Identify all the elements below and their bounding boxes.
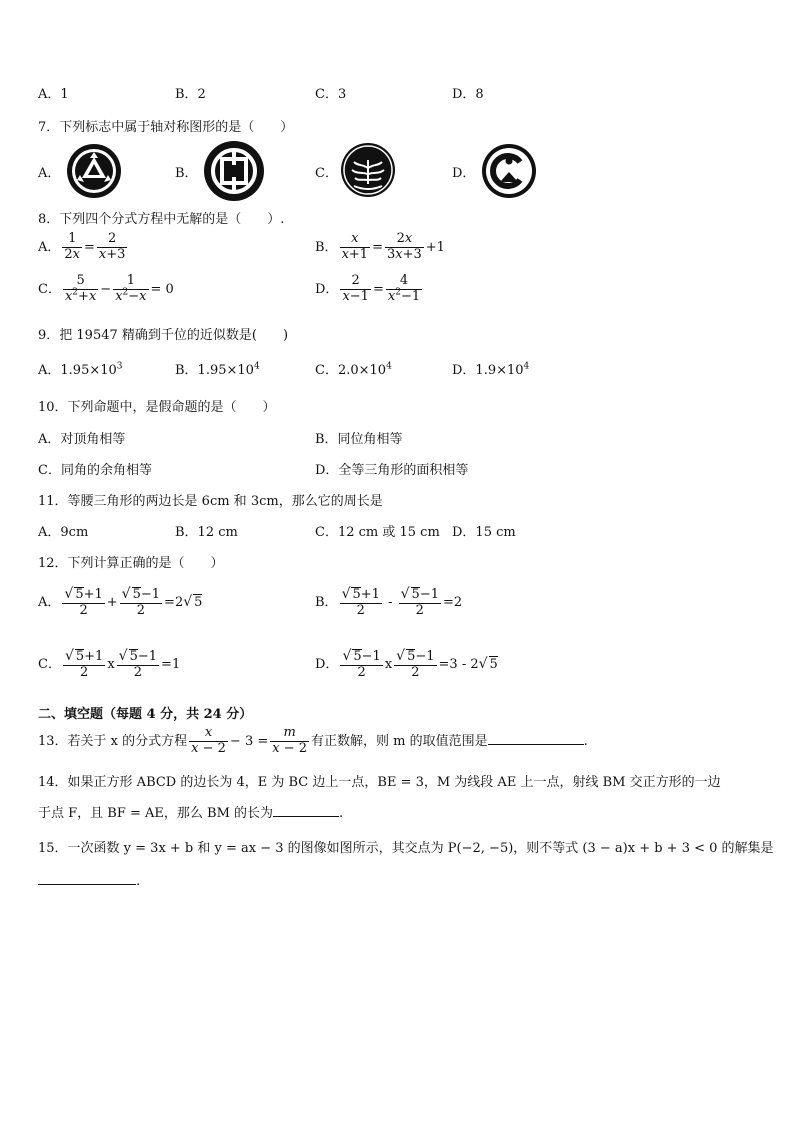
q13: 13．若关于 x 的分式方程 $\frac{x}{x - 2}$ − 3 = $\frac{m}{x - 2}$ 有正数解，则 m 的取值范围是 .: [38, 725, 588, 756]
q9-option-c: [315, 359, 392, 378]
q9-d-text: D．1.9×10: [452, 363, 524, 378]
q9-c-text: C．2.0×10: [315, 363, 387, 378]
recycle-logo-icon: [65, 142, 123, 200]
q10-stem: 10．下列命题中，是假命题的是（ ）: [38, 400, 276, 415]
q6-option-d: D．8: [452, 87, 484, 102]
q14-line2: 于点 F，且 BF = AE，那么 BM 的长为 .: [38, 806, 344, 821]
q12-option-c: C． $\frac{√ 5+1}{2}$ x $\frac{√ 5-1}{2}$ =1: [38, 648, 181, 680]
q10-option-d: D．全等三角形的面积相等: [315, 463, 469, 478]
q10-option-c: C．同角的余角相等: [38, 463, 152, 478]
q12-c-label: C．: [38, 656, 61, 672]
q7-option-a: A．: [38, 166, 61, 181]
q10-option-b: B．同位角相等: [315, 432, 403, 447]
q12-d-label: D．: [315, 656, 339, 672]
q6-option-a: A．1: [38, 87, 69, 102]
q9-stem: 9．把 19547 精确到千位的近似数是( ): [38, 328, 289, 343]
q12-option-a: A． $\frac{√ 5+1}{2}$ + $\frac{√ 5-1}{2}$ =2√ 5: [38, 586, 203, 618]
q11-option-c: C．12 cm 或 15 cm: [315, 525, 440, 540]
q13-pre-text: 13．若关于 x 的分式方程: [38, 733, 188, 749]
q9-option-a: [38, 359, 123, 378]
q14-answer-blank[interactable]: [273, 816, 339, 817]
q9-option-b: [175, 359, 260, 378]
q7-option-c: C．: [315, 166, 338, 181]
q15-line2: .: [38, 874, 140, 889]
q6-option-c: C．3: [315, 87, 347, 102]
q12-a-label: A．: [38, 594, 61, 610]
c-logo-icon: [480, 142, 538, 200]
q8-b-label: B．: [315, 239, 338, 255]
q8-option-c: C． $\frac{5}{x^2+x}$ − $\frac{1}{x^2-x}$ = 0: [38, 273, 174, 304]
q9-b-text: B．1.95×10: [175, 363, 254, 378]
q13-post-text: 有正数解，则 m 的取值范围是: [311, 733, 488, 749]
q8-option-d: D． $\frac{2}{x-1}$ = $\frac{4}{x^2-1}$: [315, 273, 421, 304]
q8-c-label: C．: [38, 281, 61, 297]
q12-option-d: D． $\frac{√ 5-1}{2}$ x $\frac{√ 5-1}{2}$ =3 - 2√ 5: [315, 648, 498, 680]
q8-a-label: A．: [38, 239, 61, 255]
q6-option-b: B．2: [175, 87, 206, 102]
q7-option-b: B．: [175, 166, 198, 181]
q11-option-b: B．12 cm: [175, 525, 238, 540]
q9-option-d: [452, 359, 529, 378]
q9-d-exponent: 4: [523, 361, 530, 372]
q7-stem: 7．下列标志中属于轴对称图形的是（ ）: [38, 120, 294, 135]
q9-a-exponent: 3: [116, 361, 123, 372]
q12-stem: 12．下列计算正确的是（ ）: [38, 556, 224, 571]
q8-option-b: B． $\frac{x}{x+1}$ = $\frac{2x}{3x+3}$ +1: [315, 231, 445, 262]
q9-a-text: A．1.95×10: [38, 363, 117, 378]
q8-option-a: A． $\frac{1}{2x}$ = $\frac{2}{x+3}$: [38, 231, 126, 262]
q8-d-label: D．: [315, 281, 339, 297]
q10-option-a: A．对顶角相等: [38, 432, 126, 447]
q11-option-d: D．15 cm: [452, 525, 516, 540]
q9-c-exponent: 4: [386, 361, 392, 372]
q9-b-exponent: 4: [253, 361, 260, 372]
q8-stem: 8．下列四个分式方程中无解的是（ ）.: [38, 212, 285, 227]
q15-answer-blank[interactable]: [38, 884, 136, 885]
q12-b-label: B．: [315, 594, 338, 610]
q14-line1: 14．如果正方形 ABCD 的边长为 4，E 为 BC 边上一点，BE = 3，M 为线段 AE 上一点，射线 BM 交正方形的一边: [38, 775, 721, 790]
q7-option-d: D．: [452, 166, 476, 181]
section-heading: 二、填空题（每题 4 分，共 24 分）: [38, 707, 253, 722]
q15-line1: 15．一次函数 y = 3x + b 和 y = ax − 3 的图像如图所示，其交点为 P(−2, −5)，则不等式 (3 − a)x + b + 3 < 0 的解集是: [38, 841, 774, 856]
q14-line2-text: 于点 F，且 BF = AE，那么 BM 的长为: [38, 806, 274, 821]
bank-logo-icon: [203, 140, 265, 202]
q11-option-a: A．9cm: [38, 525, 89, 540]
wheat-emblem-icon: [340, 142, 396, 198]
q13-answer-blank[interactable]: [488, 744, 584, 745]
q11-stem: 11．等腰三角形的两边长是 6cm 和 3cm，那么它的周长是: [38, 494, 383, 509]
q12-option-b: B． $\frac{√ 5+1}{2}$ - $\frac{√ 5-1}{2}$ =2: [315, 586, 463, 618]
